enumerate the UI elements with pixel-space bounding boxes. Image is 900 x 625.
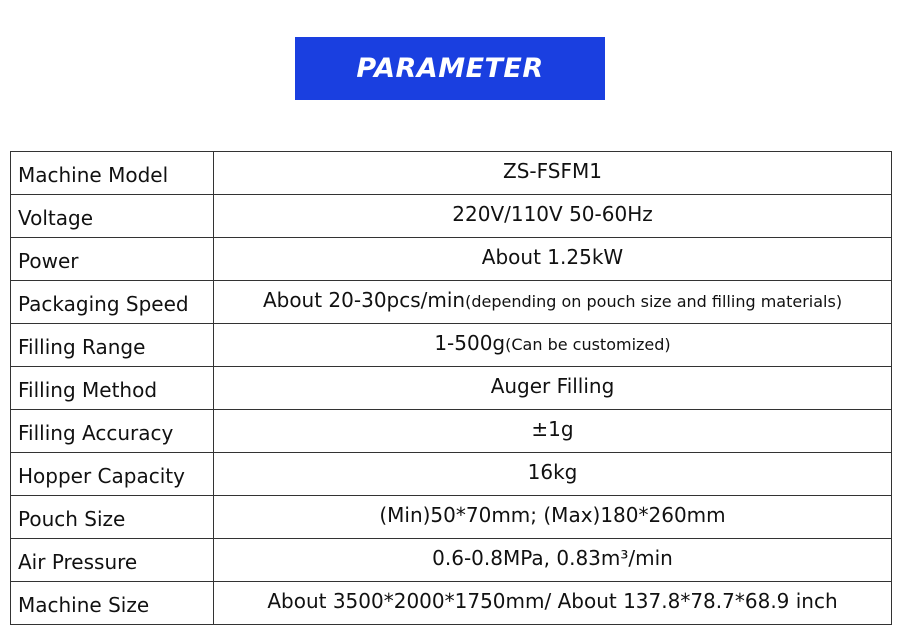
row-label: Air Pressure <box>11 539 214 582</box>
row-value <box>214 152 892 195</box>
value-text: 220V/110V 50-60Hz <box>452 202 653 226</box>
row-label: Pouch Size <box>11 496 214 539</box>
table-row <box>11 324 892 367</box>
table-row <box>11 410 892 453</box>
value-text: 0.6-0.8MPa, 0.83m³/min <box>432 546 673 570</box>
row-value <box>214 238 892 281</box>
table-row <box>11 539 892 582</box>
value-text: 1-500g <box>434 331 506 355</box>
table-row <box>11 582 892 625</box>
table-row <box>11 195 892 238</box>
value-text: About 20-30pcs/min <box>262 288 466 312</box>
row-label: Power <box>11 238 214 281</box>
value-text: Auger Filling <box>490 374 615 398</box>
row-value <box>214 496 892 539</box>
table-row <box>11 453 892 496</box>
table-row <box>11 281 892 324</box>
parameter-table <box>10 151 892 625</box>
value-text: About 3500*2000*1750mm/ About 137.8*78.7*68.9 inch <box>267 589 838 613</box>
value-text: (Min)50*70mm; (Max)180*260mm <box>379 503 726 527</box>
row-value <box>214 582 892 625</box>
value-text: ±1g <box>531 417 574 441</box>
row-label: Machine Size <box>11 582 214 625</box>
row-label: Filling Accuracy <box>11 410 214 453</box>
value-text: 16kg <box>527 460 578 484</box>
row-label: Filling Range <box>11 324 214 367</box>
row-value <box>214 453 892 496</box>
row-label: Voltage <box>11 195 214 238</box>
row-label: Machine Model <box>11 152 214 195</box>
table-row <box>11 496 892 539</box>
table-row <box>11 367 892 410</box>
row-value <box>214 324 892 367</box>
value-text: ZS-FSFM1 <box>503 159 602 183</box>
row-value <box>214 281 892 324</box>
value-note: (depending on pouch size and filling materials) <box>465 292 843 311</box>
row-label: Hopper Capacity <box>11 453 214 496</box>
page-title: PARAMETER <box>356 53 544 84</box>
table-row <box>11 238 892 281</box>
row-value <box>214 367 892 410</box>
row-label: Filling Method <box>11 367 214 410</box>
table-row <box>11 152 892 195</box>
row-value <box>214 539 892 582</box>
row-value <box>214 410 892 453</box>
parameter-banner <box>295 37 605 100</box>
value-text: About 1.25kW <box>481 245 624 269</box>
row-label: Packaging Speed <box>11 281 214 324</box>
value-note: (Can be customized) <box>505 335 671 354</box>
row-value <box>214 195 892 238</box>
